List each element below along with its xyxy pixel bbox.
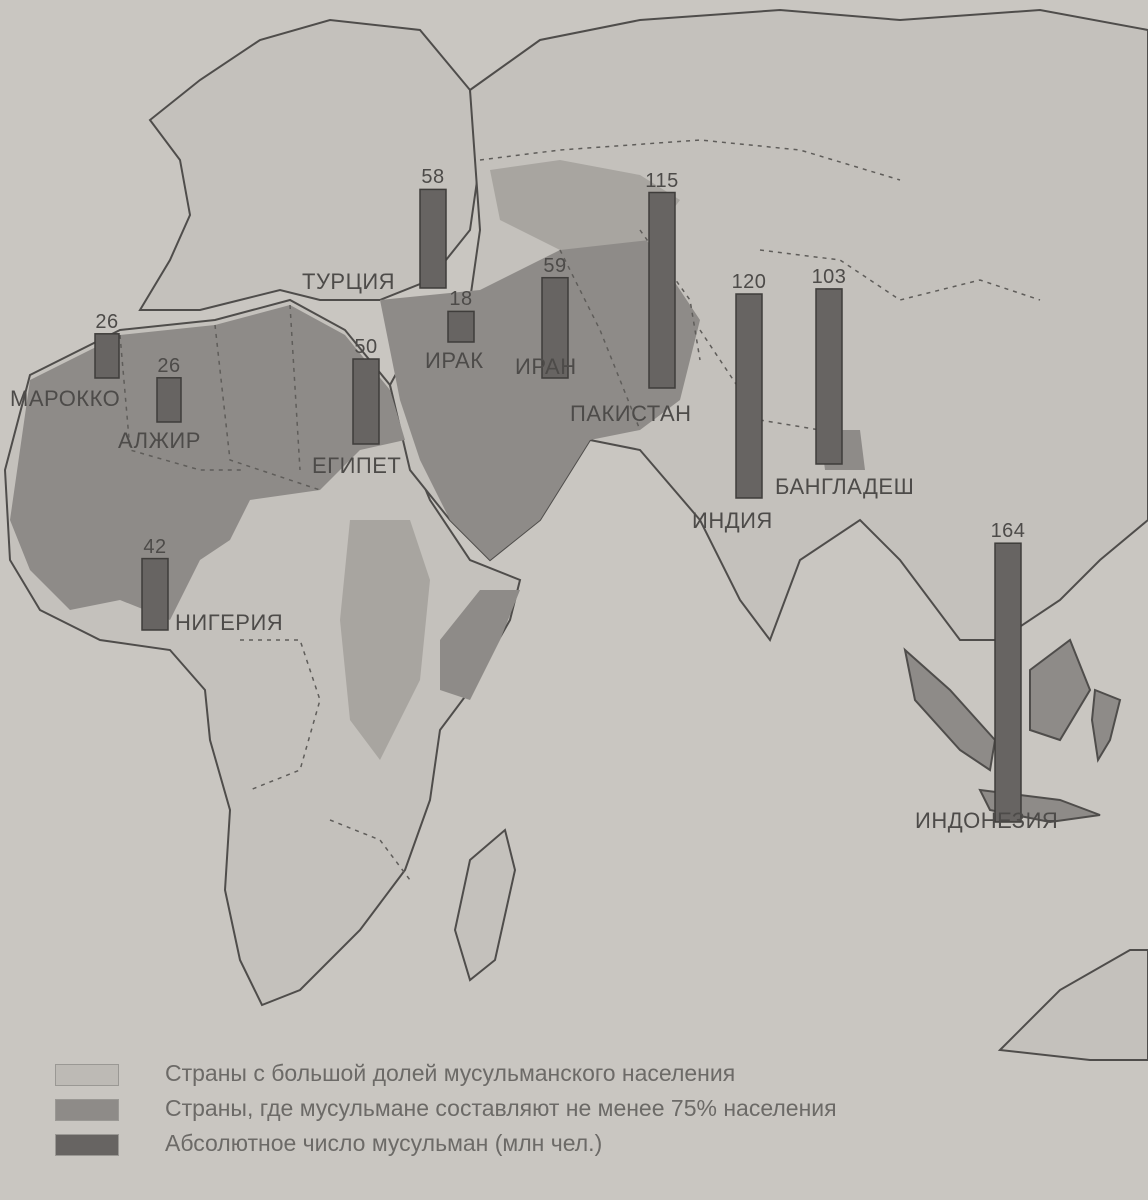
sulawesi-outline <box>1092 690 1120 760</box>
legend-text-large-share: Страны с большой долей мусульманского населения <box>165 1060 736 1086</box>
country-label-iraq: ИРАК <box>425 348 484 373</box>
bar-iraq <box>448 311 474 342</box>
value-label-iraq: 18 <box>449 288 473 311</box>
bar-morocco <box>95 334 119 378</box>
country-label-nigeria: НИГЕРИЯ <box>175 610 284 635</box>
value-label-iran: 59 <box>543 254 567 277</box>
country-label-morocco: МАРОККО <box>10 386 121 411</box>
value-label-morocco: 26 <box>95 310 119 333</box>
bar-algeria <box>157 378 181 422</box>
borneo-outline <box>1030 640 1090 740</box>
legend-text-absolute: Абсолютное число мусульман (млн чел.) <box>165 1130 603 1156</box>
country-label-indonesia: ИНДОНЕЗИЯ <box>915 808 1059 833</box>
country-label-bangladesh: БАНГЛАДЕШ <box>775 474 915 499</box>
value-label-pakistan: 115 <box>645 169 679 192</box>
legend-swatch-medium <box>55 1099 119 1121</box>
bar-pakistan <box>649 193 675 389</box>
legend-text-majority: Страны, где мусульмане составляют не менее 75% населения <box>165 1095 837 1121</box>
value-label-india: 120 <box>731 271 767 293</box>
bar-india <box>736 294 762 498</box>
country-label-iran: ИРАН <box>515 354 577 379</box>
legend-swatch-light <box>55 1064 119 1086</box>
value-label-bangladesh: 103 <box>811 265 847 288</box>
bar-egypt <box>353 359 379 444</box>
value-label-egypt: 50 <box>354 336 378 358</box>
country-label-turkey: ТУРЦИЯ <box>302 269 396 294</box>
value-label-nigeria: 42 <box>143 535 167 558</box>
legend-swatch-dark <box>55 1134 119 1156</box>
bar-indonesia <box>995 543 1021 822</box>
madagascar-outline <box>455 830 515 980</box>
value-label-indonesia: 164 <box>990 520 1026 543</box>
bar-turkey <box>420 189 446 288</box>
value-label-turkey: 58 <box>421 166 445 189</box>
australia-outline <box>1000 950 1148 1060</box>
bar-nigeria <box>142 559 168 630</box>
country-label-india: ИНДИЯ <box>692 508 773 533</box>
sumatra-outline <box>905 650 995 770</box>
country-label-pakistan: ПАКИСТАН <box>570 401 692 426</box>
country-label-algeria: АЛЖИР <box>118 428 201 453</box>
bar-bangladesh <box>816 289 842 464</box>
country-label-egypt: ЕГИПЕТ <box>312 453 402 478</box>
value-label-algeria: 26 <box>157 354 181 377</box>
